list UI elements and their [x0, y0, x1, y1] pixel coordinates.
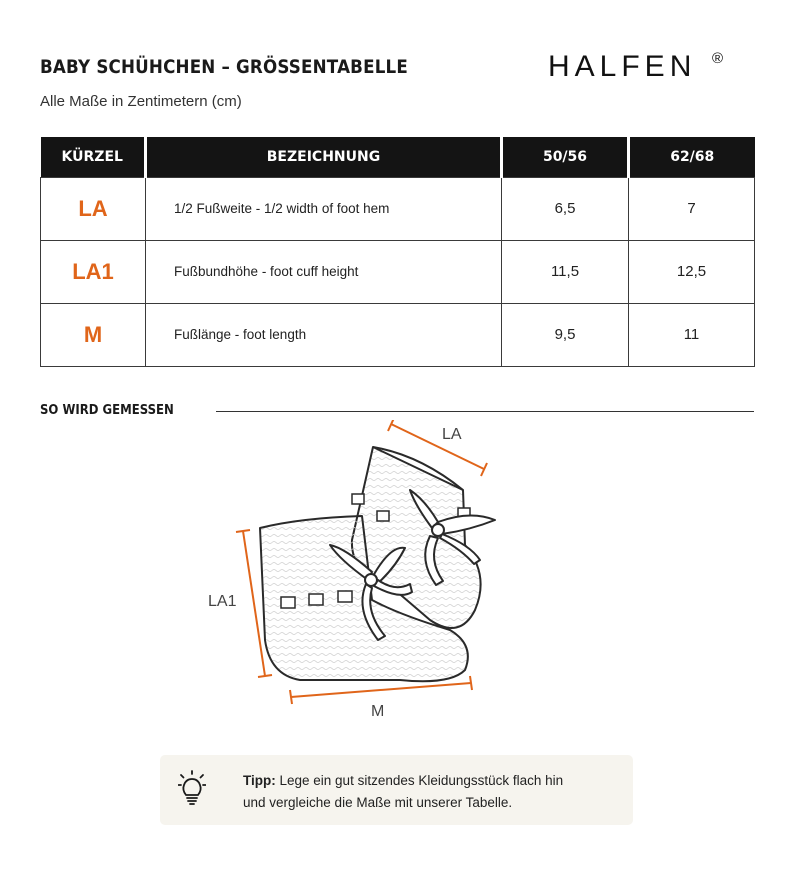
table-row: [41, 177, 755, 240]
tip-text-line2: und vergleiche die Maße mit unserer Tabelle.: [243, 795, 513, 810]
row-description: Fußlänge - foot length: [146, 303, 502, 366]
row-size-62-68: 12,5: [629, 240, 755, 303]
row-description: 1/2 Fußweite - 1/2 width of foot hem: [146, 177, 502, 240]
row-size-62-68: 7: [629, 177, 755, 240]
row-size-50-56: 6,5: [502, 177, 629, 240]
tip-label: Tipp:: [243, 773, 276, 788]
column-header-size-62-68: 62/68: [629, 137, 755, 177]
table-header-row: [41, 137, 755, 177]
measure-label-la: LA: [442, 426, 462, 443]
brand-logo: HALFEN: [548, 50, 697, 83]
table-row: [41, 240, 755, 303]
measure-label-m: M: [371, 703, 385, 720]
row-abbr: LA1: [41, 240, 146, 303]
tip-box: [160, 755, 633, 825]
bootie-illustration: [190, 420, 520, 730]
row-abbr: M: [41, 303, 146, 366]
row-abbr: LA: [41, 177, 146, 240]
row-size-50-56: 11,5: [502, 240, 629, 303]
row-description: Fußbundhöhe - foot cuff height: [146, 240, 502, 303]
lightbulb-icon: [178, 769, 206, 809]
row-size-62-68: 11: [629, 303, 755, 366]
page-title: BABY SCHÜHCHEN – GRÖSSENTABELLE: [40, 56, 408, 78]
tip-text: [243, 770, 623, 814]
page-subtitle: Alle Maße in Zentimetern (cm): [40, 93, 242, 110]
section-divider: [216, 411, 754, 412]
row-size-50-56: 9,5: [502, 303, 629, 366]
size-table: [40, 137, 755, 367]
section-title-measuring: SO WIRD GEMESSEN: [40, 403, 174, 418]
measure-label-la1: LA1: [208, 593, 237, 610]
column-header-abbr: KÜRZEL: [41, 137, 146, 177]
tip-text-line1: Lege ein gut sitzendes Kleidungsstück flach hin: [275, 773, 564, 788]
column-header-description: BEZEICHNUNG: [146, 137, 502, 177]
table-row: [41, 303, 755, 366]
column-header-size-50-56: 50/56: [502, 137, 629, 177]
brand-registered-mark: ®: [712, 50, 724, 67]
